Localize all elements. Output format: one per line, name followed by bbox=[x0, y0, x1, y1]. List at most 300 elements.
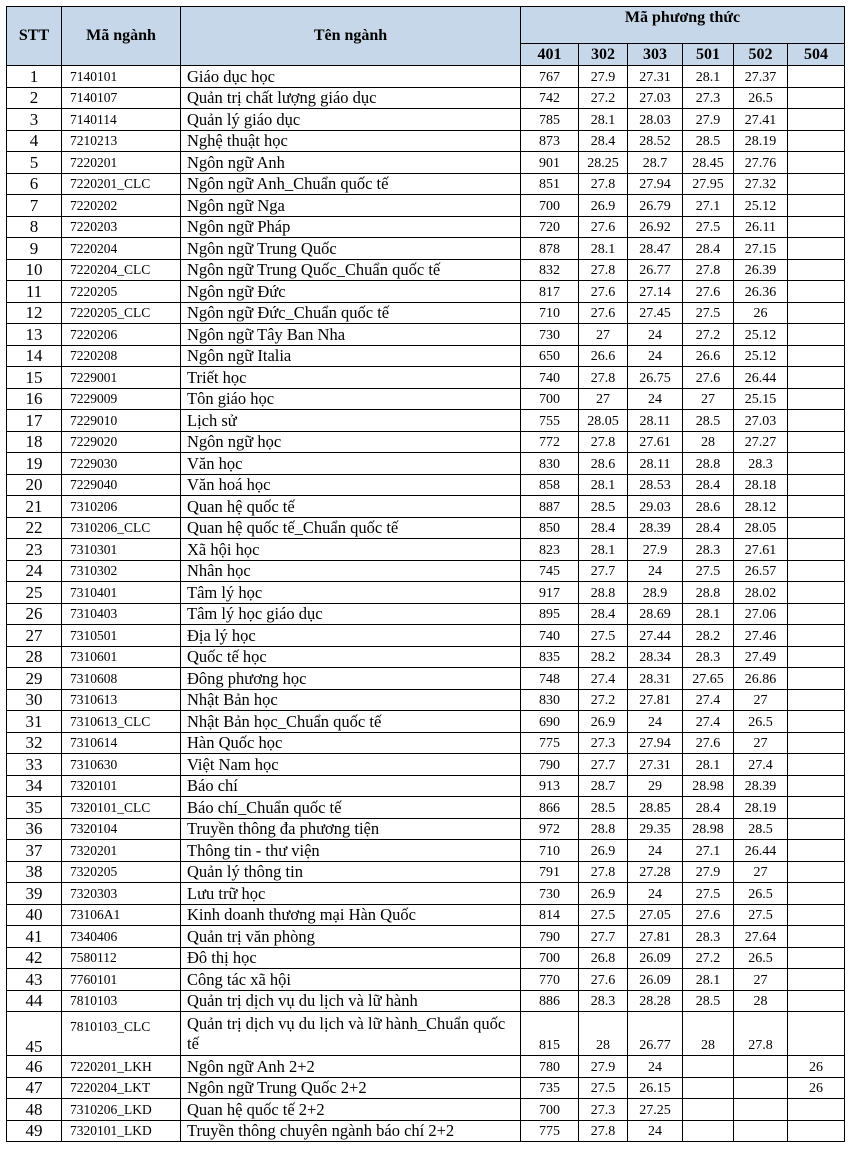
table-row bbox=[7, 1120, 845, 1142]
row-score-504 bbox=[788, 66, 845, 88]
row-score-302: 28.7 bbox=[579, 775, 628, 797]
row-score-401: 791 bbox=[521, 861, 579, 883]
row-score-501: 28.1 bbox=[683, 969, 734, 991]
row-ma-nganh: 7140114 bbox=[62, 109, 181, 131]
row-score-504 bbox=[788, 173, 845, 195]
table-row bbox=[7, 453, 845, 475]
row-score-302: 26.6 bbox=[579, 345, 628, 367]
row-score-303: 27.94 bbox=[628, 173, 683, 195]
row-ten-nganh: Truyền thông chuyên ngành báo chí 2+2 bbox=[181, 1120, 521, 1142]
row-score-302: 27.6 bbox=[579, 302, 628, 324]
row-ten-nganh: Quản trị dịch vụ du lịch và lữ hành bbox=[181, 990, 521, 1012]
row-score-302: 27.5 bbox=[579, 625, 628, 647]
header-method: 501 bbox=[683, 44, 734, 66]
row-score-302: 27.8 bbox=[579, 861, 628, 883]
row-score-401: 700 bbox=[521, 947, 579, 969]
row-score-302: 28.5 bbox=[579, 797, 628, 819]
row-score-502: 27 bbox=[734, 689, 788, 711]
row-score-401: 730 bbox=[521, 324, 579, 346]
row-stt: 19 bbox=[7, 453, 62, 475]
row-score-302: 27.9 bbox=[579, 66, 628, 88]
table-row bbox=[7, 173, 845, 195]
row-score-504 bbox=[788, 711, 845, 733]
table-row bbox=[7, 904, 845, 926]
row-ten-nganh: Công tác xã hội bbox=[181, 969, 521, 991]
row-score-504 bbox=[788, 539, 845, 561]
row-ten-nganh: Quan hệ quốc tế_Chuẩn quốc tế bbox=[181, 517, 521, 539]
row-score-501: 27.1 bbox=[683, 195, 734, 217]
row-ten-nganh: Ngôn ngữ Pháp bbox=[181, 216, 521, 238]
row-ten-nganh: Nhân học bbox=[181, 560, 521, 582]
row-stt: 43 bbox=[7, 969, 62, 991]
row-ma-nganh: 7310206 bbox=[62, 496, 181, 518]
table-row bbox=[7, 668, 845, 690]
row-score-504 bbox=[788, 582, 845, 604]
row-score-302: 27 bbox=[579, 324, 628, 346]
row-ma-nganh: 7320104 bbox=[62, 818, 181, 840]
row-score-401: 858 bbox=[521, 474, 579, 496]
row-score-303: 29.35 bbox=[628, 818, 683, 840]
row-stt: 8 bbox=[7, 216, 62, 238]
row-score-502: 27 bbox=[734, 861, 788, 883]
row-ten-nganh: Đô thị học bbox=[181, 947, 521, 969]
row-score-504 bbox=[788, 861, 845, 883]
row-score-401: 901 bbox=[521, 152, 579, 174]
row-score-302: 26.9 bbox=[579, 195, 628, 217]
row-score-303: 26.92 bbox=[628, 216, 683, 238]
row-ma-nganh: 7760101 bbox=[62, 969, 181, 991]
row-score-302: 28.5 bbox=[579, 496, 628, 518]
row-score-302: 27.6 bbox=[579, 216, 628, 238]
row-stt: 31 bbox=[7, 711, 62, 733]
row-ma-nganh: 7320101 bbox=[62, 775, 181, 797]
table-row bbox=[7, 539, 845, 561]
row-score-504 bbox=[788, 1012, 845, 1056]
row-score-502: 28.19 bbox=[734, 130, 788, 152]
row-ten-nganh: Ngôn ngữ Nga bbox=[181, 195, 521, 217]
row-score-502 bbox=[734, 1077, 788, 1099]
row-score-504 bbox=[788, 367, 845, 389]
row-score-401: 710 bbox=[521, 302, 579, 324]
row-score-303: 27.44 bbox=[628, 625, 683, 647]
row-score-501: 28.45 bbox=[683, 152, 734, 174]
row-ten-nganh: Lưu trữ học bbox=[181, 883, 521, 905]
row-score-302: 28.3 bbox=[579, 990, 628, 1012]
row-stt: 14 bbox=[7, 345, 62, 367]
row-stt: 33 bbox=[7, 754, 62, 776]
row-ten-nganh: Địa lý học bbox=[181, 625, 521, 647]
row-score-303: 27.25 bbox=[628, 1099, 683, 1121]
row-ten-nganh: Ngôn ngữ Anh_Chuẩn quốc tế bbox=[181, 173, 521, 195]
row-stt: 39 bbox=[7, 883, 62, 905]
row-score-502 bbox=[734, 1056, 788, 1078]
row-ma-nganh: 7220201_LKH bbox=[62, 1056, 181, 1078]
row-ma-nganh: 7310601 bbox=[62, 646, 181, 668]
row-score-501: 27.1 bbox=[683, 840, 734, 862]
header-stt: STT bbox=[7, 7, 62, 66]
row-score-401: 735 bbox=[521, 1077, 579, 1099]
row-score-401: 832 bbox=[521, 259, 579, 281]
row-score-302: 28.05 bbox=[579, 410, 628, 432]
row-score-303: 27.28 bbox=[628, 861, 683, 883]
row-score-303: 26.15 bbox=[628, 1077, 683, 1099]
table-row bbox=[7, 345, 845, 367]
row-score-501: 28.6 bbox=[683, 496, 734, 518]
row-score-502: 28.5 bbox=[734, 818, 788, 840]
row-ten-nganh: Tâm lý học bbox=[181, 582, 521, 604]
row-stt: 40 bbox=[7, 904, 62, 926]
row-ten-nganh: Báo chí_Chuẩn quốc tế bbox=[181, 797, 521, 819]
row-score-303: 27.81 bbox=[628, 926, 683, 948]
row-ten-nganh: Nghệ thuật học bbox=[181, 130, 521, 152]
table-row bbox=[7, 431, 845, 453]
row-score-302: 27.8 bbox=[579, 259, 628, 281]
table-row bbox=[7, 646, 845, 668]
row-score-504 bbox=[788, 1099, 845, 1121]
row-ten-nganh: Ngôn ngữ Đức_Chuẩn quốc tế bbox=[181, 302, 521, 324]
row-ma-nganh: 7220206 bbox=[62, 324, 181, 346]
header-method: 302 bbox=[579, 44, 628, 66]
row-ma-nganh: 7220203 bbox=[62, 216, 181, 238]
row-ma-nganh: 7229001 bbox=[62, 367, 181, 389]
header-ma-phuong-thuc: Mã phương thức bbox=[521, 7, 845, 44]
row-stt: 9 bbox=[7, 238, 62, 260]
row-score-501 bbox=[683, 1056, 734, 1078]
table-row bbox=[7, 66, 845, 88]
row-score-302: 27.3 bbox=[579, 732, 628, 754]
row-score-502: 25.12 bbox=[734, 345, 788, 367]
row-ma-nganh: 7229020 bbox=[62, 431, 181, 453]
row-score-303: 26.77 bbox=[628, 259, 683, 281]
row-score-303: 28.28 bbox=[628, 990, 683, 1012]
row-score-504 bbox=[788, 259, 845, 281]
table-row bbox=[7, 861, 845, 883]
row-score-502: 28.18 bbox=[734, 474, 788, 496]
row-score-504 bbox=[788, 990, 845, 1012]
row-score-303: 27.94 bbox=[628, 732, 683, 754]
row-score-502: 26.44 bbox=[734, 840, 788, 862]
row-score-504 bbox=[788, 947, 845, 969]
row-score-501: 27.5 bbox=[683, 216, 734, 238]
row-score-303: 27.05 bbox=[628, 904, 683, 926]
row-ma-nganh: 7310613_CLC bbox=[62, 711, 181, 733]
row-score-502: 27.06 bbox=[734, 603, 788, 625]
row-ten-nganh: Quản trị dịch vụ du lịch và lữ hành_Chuẩn quốc tế bbox=[181, 1012, 521, 1056]
row-stt: 48 bbox=[7, 1099, 62, 1121]
row-score-401: 780 bbox=[521, 1056, 579, 1078]
row-stt: 5 bbox=[7, 152, 62, 174]
row-score-302: 27.6 bbox=[579, 281, 628, 303]
row-ma-nganh: 7320205 bbox=[62, 861, 181, 883]
table-row bbox=[7, 474, 845, 496]
table-row bbox=[7, 990, 845, 1012]
row-stt: 21 bbox=[7, 496, 62, 518]
row-score-401: 851 bbox=[521, 173, 579, 195]
row-score-501: 28.3 bbox=[683, 646, 734, 668]
row-score-401: 790 bbox=[521, 754, 579, 776]
row-score-303: 24 bbox=[628, 711, 683, 733]
row-stt: 28 bbox=[7, 646, 62, 668]
table-row bbox=[7, 1012, 845, 1056]
row-score-502: 27.15 bbox=[734, 238, 788, 260]
row-ten-nganh: Nhật Bản học bbox=[181, 689, 521, 711]
row-score-303: 28.11 bbox=[628, 453, 683, 475]
row-score-504 bbox=[788, 517, 845, 539]
table-row bbox=[7, 818, 845, 840]
row-ma-nganh: 7210213 bbox=[62, 130, 181, 152]
row-score-502: 27.4 bbox=[734, 754, 788, 776]
row-ma-nganh: 7320101_CLC bbox=[62, 797, 181, 819]
row-score-501: 28.2 bbox=[683, 625, 734, 647]
row-ten-nganh: Việt Nam học bbox=[181, 754, 521, 776]
row-score-302: 27.4 bbox=[579, 668, 628, 690]
row-score-501: 27.2 bbox=[683, 947, 734, 969]
row-score-302: 26.9 bbox=[579, 883, 628, 905]
row-score-504 bbox=[788, 818, 845, 840]
row-score-302: 26.9 bbox=[579, 711, 628, 733]
row-score-502: 26.44 bbox=[734, 367, 788, 389]
row-score-501: 27.5 bbox=[683, 302, 734, 324]
row-score-501: 28.1 bbox=[683, 66, 734, 88]
row-score-401: 830 bbox=[521, 689, 579, 711]
row-ma-nganh: 7220205 bbox=[62, 281, 181, 303]
row-score-504 bbox=[788, 388, 845, 410]
row-stt: 46 bbox=[7, 1056, 62, 1078]
row-score-303: 28.53 bbox=[628, 474, 683, 496]
row-score-502: 27.27 bbox=[734, 431, 788, 453]
row-score-502: 26.5 bbox=[734, 947, 788, 969]
row-score-303: 28.34 bbox=[628, 646, 683, 668]
row-score-303: 26.09 bbox=[628, 969, 683, 991]
row-score-502: 26.5 bbox=[734, 711, 788, 733]
row-ma-nganh: 7810103 bbox=[62, 990, 181, 1012]
row-ten-nganh: Quan hệ quốc tế 2+2 bbox=[181, 1099, 521, 1121]
row-stt: 44 bbox=[7, 990, 62, 1012]
row-ten-nganh: Quản lý thông tin bbox=[181, 861, 521, 883]
row-score-302: 27.8 bbox=[579, 173, 628, 195]
row-score-504 bbox=[788, 195, 845, 217]
row-stt: 34 bbox=[7, 775, 62, 797]
row-score-502: 27.41 bbox=[734, 109, 788, 131]
row-score-501: 28.8 bbox=[683, 453, 734, 475]
row-ten-nganh: Kinh doanh thương mại Hàn Quốc bbox=[181, 904, 521, 926]
row-ten-nganh: Tôn giáo học bbox=[181, 388, 521, 410]
row-score-504 bbox=[788, 625, 845, 647]
table-row bbox=[7, 281, 845, 303]
row-score-401: 742 bbox=[521, 87, 579, 109]
row-score-501: 27.6 bbox=[683, 732, 734, 754]
row-score-501: 28.4 bbox=[683, 238, 734, 260]
row-score-504 bbox=[788, 474, 845, 496]
row-score-401: 823 bbox=[521, 539, 579, 561]
table-row bbox=[7, 883, 845, 905]
row-score-303: 26.09 bbox=[628, 947, 683, 969]
row-score-401: 767 bbox=[521, 66, 579, 88]
row-score-302: 27.9 bbox=[579, 1056, 628, 1078]
row-score-501: 28.5 bbox=[683, 990, 734, 1012]
row-score-502: 28.12 bbox=[734, 496, 788, 518]
row-score-302: 28 bbox=[579, 1012, 628, 1056]
row-stt: 26 bbox=[7, 603, 62, 625]
row-score-303: 28.39 bbox=[628, 517, 683, 539]
header-method: 502 bbox=[734, 44, 788, 66]
row-score-501: 27.2 bbox=[683, 324, 734, 346]
row-score-504 bbox=[788, 152, 845, 174]
row-score-501: 27 bbox=[683, 388, 734, 410]
row-score-401: 690 bbox=[521, 711, 579, 733]
row-ma-nganh: 7310206_CLC bbox=[62, 517, 181, 539]
row-score-302: 27.8 bbox=[579, 367, 628, 389]
row-score-303: 26.79 bbox=[628, 195, 683, 217]
row-stt: 37 bbox=[7, 840, 62, 862]
row-score-501: 28.8 bbox=[683, 582, 734, 604]
row-score-401: 830 bbox=[521, 453, 579, 475]
row-score-504 bbox=[788, 883, 845, 905]
row-score-502: 25.12 bbox=[734, 195, 788, 217]
row-score-302: 27.3 bbox=[579, 1099, 628, 1121]
row-score-501: 28.98 bbox=[683, 818, 734, 840]
row-score-501: 27.9 bbox=[683, 861, 734, 883]
row-score-302: 27.6 bbox=[579, 969, 628, 991]
row-ma-nganh: 7310613 bbox=[62, 689, 181, 711]
row-ma-nganh: 7229010 bbox=[62, 410, 181, 432]
row-score-501: 28.1 bbox=[683, 603, 734, 625]
row-stt: 4 bbox=[7, 130, 62, 152]
row-ma-nganh: 7340406 bbox=[62, 926, 181, 948]
row-score-303: 29.03 bbox=[628, 496, 683, 518]
table-row bbox=[7, 367, 845, 389]
row-stt: 12 bbox=[7, 302, 62, 324]
row-score-504 bbox=[788, 1120, 845, 1142]
row-ma-nganh: 73106A1 bbox=[62, 904, 181, 926]
row-score-401: 748 bbox=[521, 668, 579, 690]
row-score-401: 785 bbox=[521, 109, 579, 131]
row-score-502: 26.36 bbox=[734, 281, 788, 303]
row-score-502: 28.39 bbox=[734, 775, 788, 797]
row-score-504 bbox=[788, 216, 845, 238]
row-score-501: 28.98 bbox=[683, 775, 734, 797]
row-ma-nganh: 7220204 bbox=[62, 238, 181, 260]
row-score-401: 770 bbox=[521, 969, 579, 991]
row-score-401: 815 bbox=[521, 1012, 579, 1056]
row-score-504: 26 bbox=[788, 1056, 845, 1078]
row-score-302: 28.1 bbox=[579, 539, 628, 561]
row-score-504 bbox=[788, 345, 845, 367]
row-score-302: 28.1 bbox=[579, 238, 628, 260]
row-ma-nganh: 7310301 bbox=[62, 539, 181, 561]
row-score-504 bbox=[788, 238, 845, 260]
row-score-504 bbox=[788, 969, 845, 991]
header-ma-nganh: Mã ngành bbox=[62, 7, 181, 66]
row-score-303: 28.9 bbox=[628, 582, 683, 604]
row-score-303: 24 bbox=[628, 324, 683, 346]
row-score-504 bbox=[788, 87, 845, 109]
table-row bbox=[7, 324, 845, 346]
row-stt: 32 bbox=[7, 732, 62, 754]
row-stt: 29 bbox=[7, 668, 62, 690]
row-score-303: 29 bbox=[628, 775, 683, 797]
row-score-303: 28.47 bbox=[628, 238, 683, 260]
row-ten-nganh: Ngôn ngữ Anh bbox=[181, 152, 521, 174]
row-score-504 bbox=[788, 130, 845, 152]
row-ten-nganh: Ngôn ngữ Italia bbox=[181, 345, 521, 367]
table-header bbox=[7, 7, 845, 66]
row-score-504 bbox=[788, 840, 845, 862]
row-score-303: 27.9 bbox=[628, 539, 683, 561]
row-score-504 bbox=[788, 431, 845, 453]
table-row bbox=[7, 152, 845, 174]
row-ten-nganh: Văn học bbox=[181, 453, 521, 475]
row-score-302: 26.8 bbox=[579, 947, 628, 969]
row-score-502: 27.76 bbox=[734, 152, 788, 174]
row-score-501: 28.5 bbox=[683, 130, 734, 152]
row-score-401: 740 bbox=[521, 625, 579, 647]
row-score-501: 27.65 bbox=[683, 668, 734, 690]
row-score-504 bbox=[788, 109, 845, 131]
row-score-501: 28 bbox=[683, 431, 734, 453]
row-score-303: 28.03 bbox=[628, 109, 683, 131]
row-score-504 bbox=[788, 410, 845, 432]
table-row bbox=[7, 926, 845, 948]
row-ma-nganh: 7310403 bbox=[62, 603, 181, 625]
table-row bbox=[7, 689, 845, 711]
row-ten-nganh: Giáo dục học bbox=[181, 66, 521, 88]
row-score-302: 27 bbox=[579, 388, 628, 410]
row-ma-nganh: 7320303 bbox=[62, 883, 181, 905]
row-score-501: 27.3 bbox=[683, 87, 734, 109]
row-score-302: 28.2 bbox=[579, 646, 628, 668]
row-score-502: 28.05 bbox=[734, 517, 788, 539]
row-ma-nganh: 7220202 bbox=[62, 195, 181, 217]
table-row bbox=[7, 947, 845, 969]
table-row bbox=[7, 259, 845, 281]
row-score-401: 740 bbox=[521, 367, 579, 389]
row-stt: 22 bbox=[7, 517, 62, 539]
row-score-302: 27.8 bbox=[579, 431, 628, 453]
table-row bbox=[7, 216, 845, 238]
table-row bbox=[7, 1099, 845, 1121]
row-ten-nganh: Quan hệ quốc tế bbox=[181, 496, 521, 518]
table-row bbox=[7, 603, 845, 625]
row-ten-nganh: Quản trị chất lượng giáo dục bbox=[181, 87, 521, 109]
row-score-504 bbox=[788, 603, 845, 625]
row-score-501: 27.6 bbox=[683, 281, 734, 303]
row-score-303: 27.45 bbox=[628, 302, 683, 324]
row-score-302: 28.4 bbox=[579, 517, 628, 539]
row-score-302: 27.2 bbox=[579, 87, 628, 109]
row-score-401: 700 bbox=[521, 388, 579, 410]
row-score-303: 28.52 bbox=[628, 130, 683, 152]
table-row bbox=[7, 87, 845, 109]
row-ten-nganh: Ngôn ngữ Trung Quốc bbox=[181, 238, 521, 260]
row-score-302: 27.7 bbox=[579, 754, 628, 776]
row-score-401: 895 bbox=[521, 603, 579, 625]
row-score-502: 26 bbox=[734, 302, 788, 324]
row-ten-nganh: Ngôn ngữ Anh 2+2 bbox=[181, 1056, 521, 1078]
row-score-303: 27.31 bbox=[628, 754, 683, 776]
row-ten-nganh: Xã hội học bbox=[181, 539, 521, 561]
table-row bbox=[7, 711, 845, 733]
table-row bbox=[7, 130, 845, 152]
row-score-303: 28.85 bbox=[628, 797, 683, 819]
row-score-303: 26.75 bbox=[628, 367, 683, 389]
row-score-303: 24 bbox=[628, 1056, 683, 1078]
row-score-504 bbox=[788, 324, 845, 346]
row-stt: 18 bbox=[7, 431, 62, 453]
row-score-501: 27.6 bbox=[683, 904, 734, 926]
row-score-401: 730 bbox=[521, 883, 579, 905]
row-score-504 bbox=[788, 754, 845, 776]
